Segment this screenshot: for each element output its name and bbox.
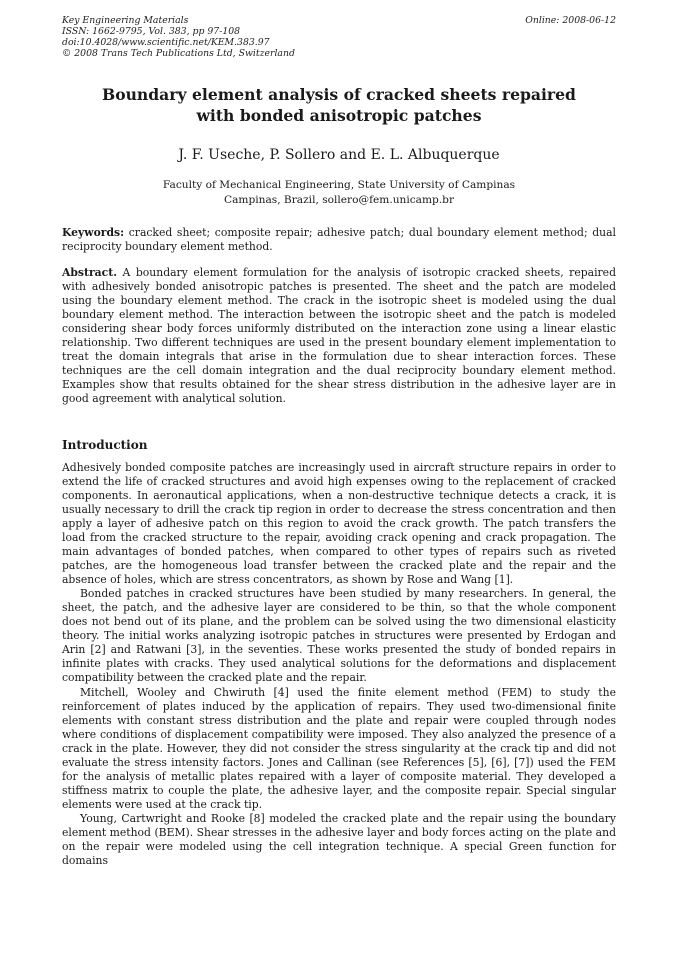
paper-title [62, 84, 616, 126]
affiliation-line-2: Campinas, Brazil, sollero@fem.unicamp.br [223, 193, 455, 206]
abstract-label: Abstract. [62, 266, 117, 279]
online-date: Online: 2008-06-12 [525, 15, 616, 26]
title-line-2: with bonded anisotropic patches [196, 106, 482, 125]
doi-line[interactable]: doi:10.4028/www.scientific.net/KEM.383.97 [62, 37, 270, 48]
journal-header [62, 15, 616, 59]
section-heading-introduction: Introduction [62, 438, 148, 452]
abstract [62, 266, 616, 406]
paragraph: Adhesively bonded composite patches are increasingly used in aircraft structure repairs in order to extend the life of cracked structures and avoid high expenses owing to the replacement of cracked components. In aeronautical applications, when a non-destructive technique detects a crack, it is usually necessary to drill the crack tip region in order to decrease the stress concentration and then apply a layer of adhesive patch on this region to avoid the crack growth. The patch transfers the load from the cracked structure to the repair, avoiding crack opening and crack propagation. The main advantages of bonded patches, when compared to other types of repairs such as riveted patches, are the homogeneous load transfer between the cracked plate and the repair and the absence of holes, which are stress concentrators, as shown by Rose and Wang [1]. [62, 461, 616, 587]
paragraph: Mitchell, Wooley and Chwiruth [4] used the finite element method (FEM) to study the reinforcement of plates induced by the application of repairs. They used two-dimensional finite elements with constant stress distribution and the plate and repair were coupled through nodes where conditions of displacement compatibility were imposed. They also analyzed the presence of a crack in the plate. However, they did not consider the stress singularity at the crack tip and did not evaluate the stress intensity factors. Jones and Callinan (see References [5], [6], [7]) used the FEM for the analysis of metallic plates repaired with a layer of composite material. They developed a stiffness matrix to couple the plate, the adhesive layer, and the composite repair. Special singular elements were used at the crack tip. [62, 685, 616, 811]
authors: J. F. Useche, P. Sollero and E. L. Albuquerque [178, 147, 500, 163]
keywords-text: cracked sheet; composite repair; adhesive patch; dual boundary element method; dual reciprocity boundary element method. [62, 226, 616, 254]
keywords [62, 226, 616, 254]
copyright-line: © 2008 Trans Tech Publications Ltd, Switzerland [62, 48, 295, 59]
affiliation-line-1: Faculty of Mechanical Engineering, State University of Campinas [162, 179, 516, 191]
issn-line: ISSN: 1662-9795, Vol. 383, pp 97-108 [62, 26, 241, 37]
paragraph: Bonded patches in cracked structures have been studied by many researchers. In general, the sheet, the patch, and the adhesive layer are considered to be thin, so that the whole component does not bend out of its plane, and the problem can be solved using the two dimensional elasticity theory. The initial works analyzing isotropic patches in structures were presented by Erdogan and Arin [2] and Ratwani [3], in the seventies. These works presented the study of bonded repairs in infinite plates with cracks. They used analytical solutions for the deformations and displacement compatibility between the cracked plate and the repair. [62, 587, 616, 685]
paragraph: Young, Cartwright and Rooke [8] modeled the cracked plate and the repair using the boundary element method (BEM). Shear stresses in the adhesive layer and body forces acting on the plate and on the repair were modeled using the cell integration technique. A special Green function for domains [62, 811, 616, 867]
affiliation [62, 178, 616, 207]
introduction-body [62, 461, 616, 868]
keywords-label: Keywords: [62, 226, 125, 239]
title-line-1: Boundary element analysis of cracked sheets repaired [102, 85, 576, 104]
abstract-text: A boundary element formulation for the analysis of isotropic cracked sheets, repaired with adhesively bonded anisotropic patches is presented. The sheet and the patch are modeled using the boundary element method. The crack in the isotropic sheet is modeled using the dual boundary element method. The interaction between the isotropic sheet and the patch is modeled considering shear body forces uniformly distributed on the interaction zone using a linear elastic relationship. Two different techniques are used in the present boundary element implementation to treat the domain integrals that arise in the formulation due to shear interaction forces. These techniques are the cell domain integration and the dual reciprocity boundary element method. Examples show that results obtained for the shear stress distribution in the adhesive layer are in good agreement with analytical solution. [62, 266, 616, 406]
journal-name: Key Engineering Materials [62, 15, 189, 26]
